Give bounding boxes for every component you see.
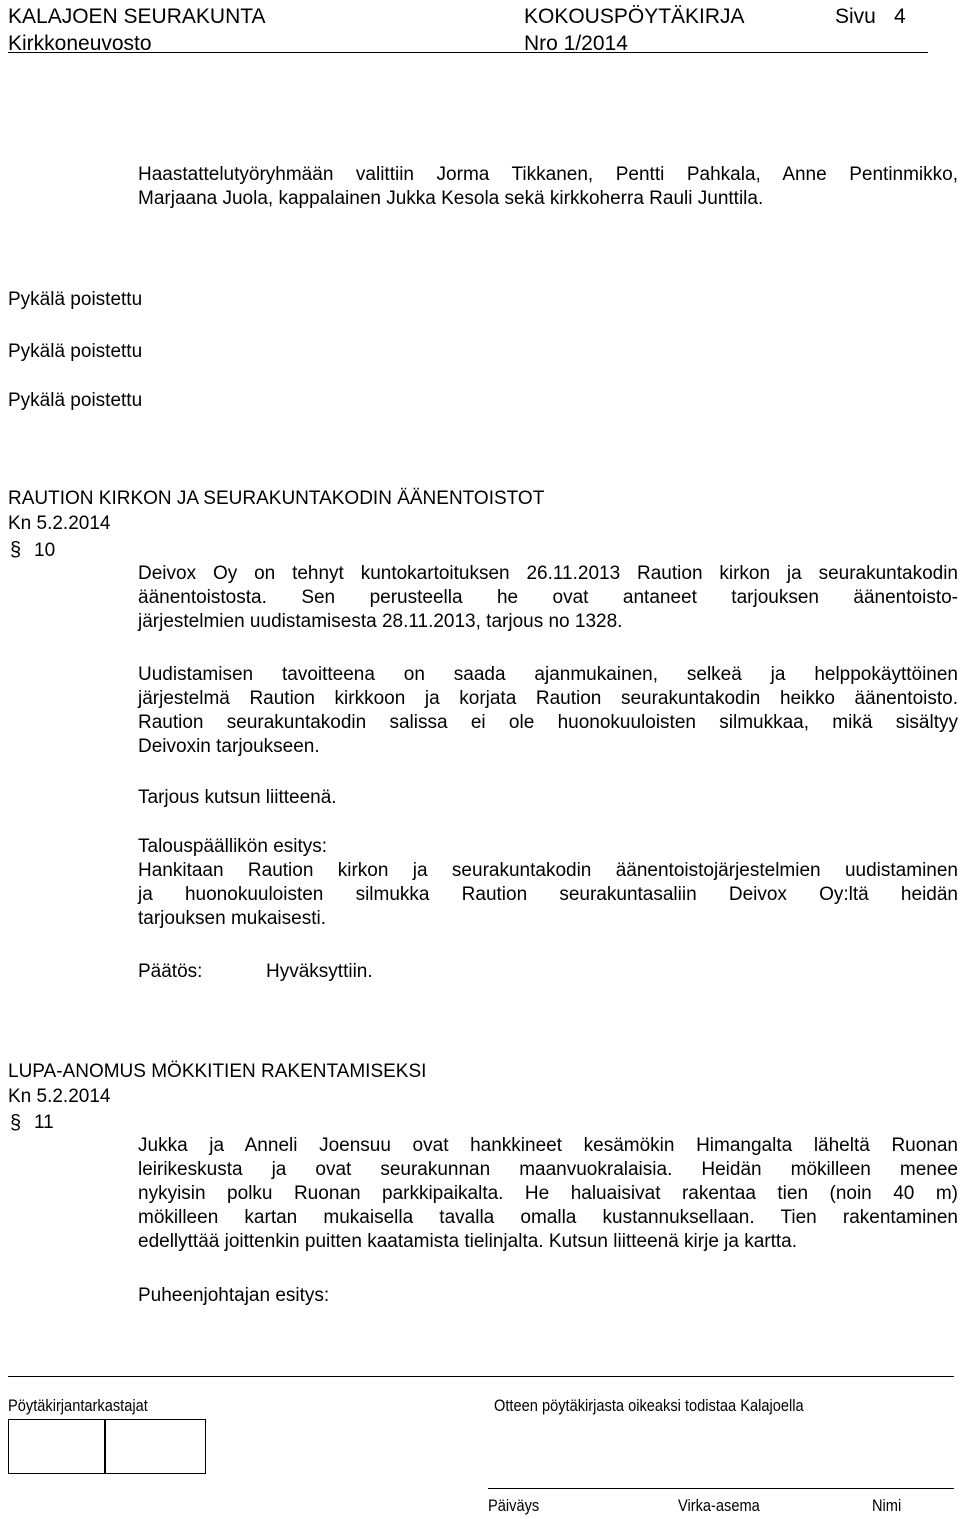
section11-paragraph-1 [138,1134,958,1254]
proposal-label: Puheenjohtajan esitys: [138,1285,330,1306]
certify-label: Otteen pöytäkirjasta oikeaksi todistaa Kalajoella [494,1396,804,1415]
reviewer-initials-box [8,1419,106,1474]
section-sign-icon: § [10,1112,22,1134]
reviewers-label: Pöytäkirjantarkastajat [8,1396,148,1415]
proposal-text [138,859,958,931]
intro-line: Marjaana Juola, kappalainen Jukka Kesola sekä kirkkoherra Rauli Junttila. [138,188,764,209]
paragraph-line: edellyttää joittenkin puitten kaatamista tielinjalta. Kutsun liitteenä kirje ja kartta. [138,1231,798,1252]
deleted-section-note: Pykälä poistettu [8,341,143,362]
paragraph-line: Hankitaan Raution kirkon ja seurakuntakodin äänentoistojärjestelmien uudistaminen [138,860,958,881]
intro-paragraph [138,163,958,211]
name-label: Nimi [872,1496,902,1515]
meeting-number: Nro 1/2014 [524,32,628,55]
attachment-note: Tarjous kutsun liitteenä. [138,787,337,808]
deleted-section-note: Pykälä poistettu [8,390,143,411]
paragraph-line: Deivoxin tarjoukseen. [138,736,320,757]
paragraph-line: Deivox Oy on tehnyt kuntokartoituksen 26.11.2013 Raution kirkon ja seurakuntakodin [138,563,958,584]
section-number: 11 [34,1112,54,1133]
paragraph-line: järjestelmien uudistamisesta 28.11.2013, tarjous no 1328. [138,611,623,632]
signature-line [488,1488,954,1489]
section-title: LUPA-ANOMUS MÖKKITIEN RAKENTAMISEKSI [8,1061,427,1082]
paragraph-line: Jukka ja Anneli Joensuu ovat hankkineet kesämökin Himangalta läheltä Ruonan [138,1135,958,1156]
paragraph-line: mökilleen kartan mukaisella tavalla omalla kustannuksellaan. Tien rakentaminen [138,1207,958,1228]
section-number: 10 [34,540,56,561]
paragraph-line: Uudistamisen tavoitteena on saada ajanmukainen, selkeä ja helppokäyttöinen [138,664,958,685]
page-label: Sivu [835,5,876,28]
paragraph-line: leirikeskusta ja ovat seurakunnan maanvuokralaisia. Heidän mökilleen menee [138,1159,958,1180]
paragraph-line: tarjouksen mukaisesti. [138,908,326,929]
paragraph-line: äänentoistosta. Sen perusteella he ovat antaneet tarjouksen äänentoisto- [138,587,958,608]
section-title: RAUTION KIRKON JA SEURAKUNTAKODIN ÄÄNENTOISTOT [8,488,545,509]
decision-text: Hyväksyttiin. [266,961,373,982]
section10-paragraph-1 [138,562,958,634]
document-type: KOKOUSPÖYTÄKIRJA [524,5,745,28]
meeting-body: Kirkkoneuvosto [8,32,152,55]
header-rule [8,52,928,53]
section-sign-icon: § [10,539,22,561]
paragraph-line: Raution seurakuntakodin salissa ei ole huonokuuloisten silmukkaa, mikä sisältyy [138,712,958,733]
page-number: 4 [894,5,906,28]
deleted-section-note: Pykälä poistettu [8,289,143,310]
footer-rule [8,1376,954,1377]
date-label: Päiväys [488,1496,540,1515]
section10-paragraph-2 [138,663,958,759]
paragraph-line: ja huonokuuloisten silmukka Raution seurakuntasaliin Deivox Oy:ltä heidän [138,884,958,905]
reviewer-initials-box [104,1419,206,1474]
section-date: Kn 5.2.2014 [8,513,111,534]
organization-name: KALAJOEN SEURAKUNTA [8,5,266,28]
position-label: Virka-asema [678,1496,760,1515]
paragraph-line: nykyisin polku Ruonan parkkipaikalta. He haluaisivat rakentaa tien (noin 40 m) [138,1183,958,1204]
paragraph-line: järjestelmä Raution kirkkoon ja korjata Raution seurakuntakodin heikko äänentoisto. [138,688,958,709]
section-date: Kn 5.2.2014 [8,1086,111,1107]
intro-line: Haastattelutyöryhmään valittiin Jorma Tikkanen, Pentti Pahkala, Anne Pentinmikko, [138,164,958,185]
proposal-label: Talouspäällikön esitys: [138,836,328,857]
decision-label: Päätös: [138,961,203,982]
